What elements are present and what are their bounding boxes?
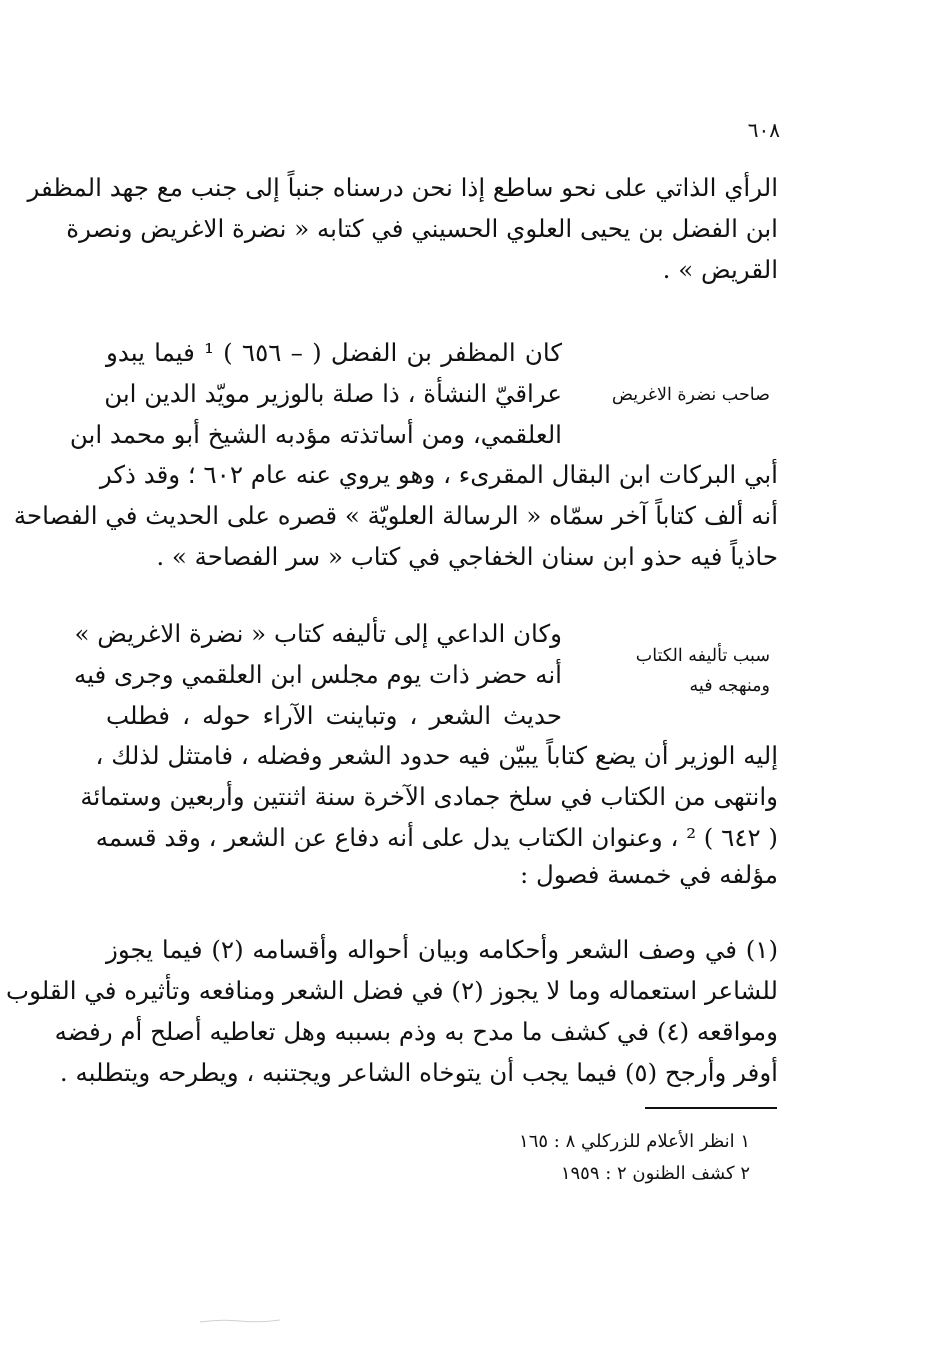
text-line: أنه ألف كتاباً آخر سمّاه « الرسالة العلويّة » قصره على الحديث في الفصاحة [13, 501, 778, 530]
text-line: (١) في وصف الشعر وأحكامه وبيان أحواله وأقسامه (٢) فيما يجوز [106, 935, 778, 964]
side-note: سبب تأليفه الكتاب [635, 646, 770, 666]
text-line: عراقيّ النشأة ، ذا صلة بالوزير مويّد الدين ابن [104, 379, 562, 408]
side-note: ومنهجه فيه [689, 676, 770, 696]
side-note: صاحب نضرة الاغريض [611, 385, 770, 405]
text-line: العلقمي، ومن أساتذته مؤدبه الشيخ أبو محمد ابن [69, 420, 562, 449]
text-line: حديث الشعر ، وتباينت الآراء حوله ، فطلب [106, 701, 562, 730]
text-line: وكان الداعي إلى تأليفه كتاب « نضرة الاغريض » [74, 619, 562, 648]
footnote-divider [645, 1107, 777, 1109]
text-line: الرأي الذاتي على نحو ساطع إذا نحن درسناه جنباً إلى جنب مع جهد المظفر [27, 173, 778, 202]
footnote: ٢ كشف الظنون ٢ : ١٩٥٩ [560, 1163, 750, 1184]
text-line: ومواقعه (٤) في كشف ما مدح به وذم بسببه وهل تعاطيه أصلح أم رفضه [54, 1017, 778, 1046]
text-line: أبي البركات ابن البقال المقرىء ، وهو يروي عنه عام ٦٠٢ ؛ وقد ذكر [99, 460, 778, 489]
text-line: أنه حضر ذات يوم مجلس ابن العلقمي وجرى فيه [73, 660, 562, 689]
text-line: كان المظفر بن الفضل ( – ٦٥٦ ) ¹ فيما يبدو [106, 338, 562, 367]
text-line: ابن الفضل بن يحيى العلوي الحسيني في كتابه « نضرة الاغريض ونصرة [66, 214, 778, 243]
text-line: وانتهى من الكتاب في سلخ جمادى الآخرة سنة اثنتين وأربعين وستمائة [80, 782, 778, 811]
text-line: للشاعر استعماله وما لا يجوز (٢) في فضل الشعر ومنافعه وتأثيره في القلوب [6, 976, 778, 1005]
text-line: حاذياً فيه حذو ابن سنان الخفاجي في كتاب « سر الفصاحة » . [156, 542, 778, 571]
scan-smudge [200, 1318, 280, 1324]
text-line: القريض » . [662, 255, 778, 284]
page-number: ٦٠٨ [747, 118, 780, 142]
footnote: ١ انظر الأعلام للزركلي ٨ : ١٦٥ [519, 1131, 750, 1152]
text-line: إليه الوزير أن يضع كتاباً يبيّن فيه حدود الشعر وفضله ، فامتثل لذلك ، [95, 741, 778, 770]
text-line: مؤلفه في خمسة فصول : [519, 860, 778, 889]
text-line: أوفر وأرجح (٥) فيما يجب أن يتوخاه الشاعر ويجتنبه ، ويطرحه ويتطلبه . [59, 1058, 778, 1087]
text-line: ( ٦٤٢ ) ² ، وعنوان الكتاب يدل على أنه دفاع عن الشعر ، وقد قسمه [95, 823, 778, 852]
